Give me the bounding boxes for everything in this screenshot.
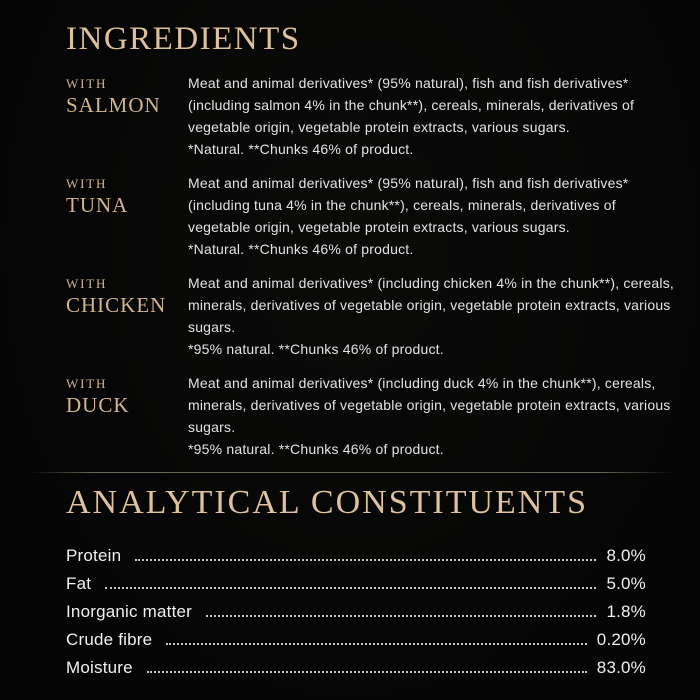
ingredients-title: INGREDIENTS [66, 21, 301, 57]
constituents-table [66, 546, 646, 686]
dot-leader [105, 587, 596, 589]
table-row [66, 546, 646, 574]
dot-leader [166, 643, 587, 645]
section-label-name: TUNA [66, 192, 129, 217]
ingredient-section-duck [66, 372, 676, 460]
table-row [66, 658, 646, 686]
section-text [188, 72, 676, 160]
table-row [66, 602, 646, 630]
section-text [188, 372, 676, 460]
row-value: 83.0% [596, 658, 646, 678]
table-row [66, 630, 646, 658]
section-label [66, 372, 188, 460]
table-row [66, 574, 646, 602]
row-value: 1.8% [606, 602, 646, 622]
row-label: Protein [66, 546, 122, 566]
row-label: Crude fibre [66, 630, 153, 650]
section-body: Meat and animal derivatives* (95% natural), fish and fish derivatives* (including salmon 4% in the chunk**), cereals, minerals, derivatives of vegetable origin, vegetable protein extracts, various sugars. [188, 74, 635, 135]
dot-leader [206, 615, 596, 617]
row-value: 0.20% [596, 630, 646, 650]
section-footnote: *Natural. **Chunks 46% of product. [188, 140, 414, 157]
section-label-name: CHICKEN [66, 292, 167, 317]
section-divider [30, 472, 676, 473]
section-footnote: *95% natural. **Chunks 46% of product. [188, 440, 444, 457]
row-label: Fat [66, 574, 92, 594]
section-text [188, 272, 676, 360]
section-label [66, 172, 188, 260]
section-label [66, 72, 188, 160]
ingredient-section-tuna [66, 172, 676, 260]
row-value: 8.0% [606, 546, 646, 566]
section-footnote: *95% natural. **Chunks 46% of product. [188, 340, 444, 357]
section-footnote: *Natural. **Chunks 46% of product. [188, 240, 414, 257]
section-label-prefix: WITH [66, 275, 108, 291]
row-label: Inorganic matter [66, 602, 193, 622]
section-text [188, 172, 676, 260]
section-body: Meat and animal derivatives* (including chicken 4% in the chunk**), cereals, minerals, derivatives of vegetable origin, vegetable protein extracts, various sugars. [188, 274, 674, 335]
section-label [66, 272, 188, 360]
dot-leader [147, 671, 587, 673]
row-label: Moisture [66, 658, 133, 678]
section-label-prefix: WITH [66, 75, 108, 91]
section-label-name: DUCK [66, 392, 130, 417]
dot-leader [135, 559, 596, 561]
ingredient-section-salmon [66, 72, 676, 160]
ingredient-section-chicken [66, 272, 676, 360]
section-label-prefix: WITH [66, 375, 108, 391]
section-body: Meat and animal derivatives* (95% natural), fish and fish derivatives* (including tuna 4% in the chunk**), cereals, minerals, derivatives of vegetable origin, vegetable protein extracts, various sugars. [188, 174, 629, 235]
section-body: Meat and animal derivatives* (including duck 4% in the chunk**), cereals, minerals, derivatives of vegetable origin, vegetable protein extracts, various sugars. [188, 374, 671, 435]
row-value: 5.0% [606, 574, 646, 594]
analytical-constituents-title: ANALYTICAL CONSTITUENTS [66, 483, 589, 521]
section-label-prefix: WITH [66, 175, 108, 191]
section-label-name: SALMON [66, 92, 161, 117]
